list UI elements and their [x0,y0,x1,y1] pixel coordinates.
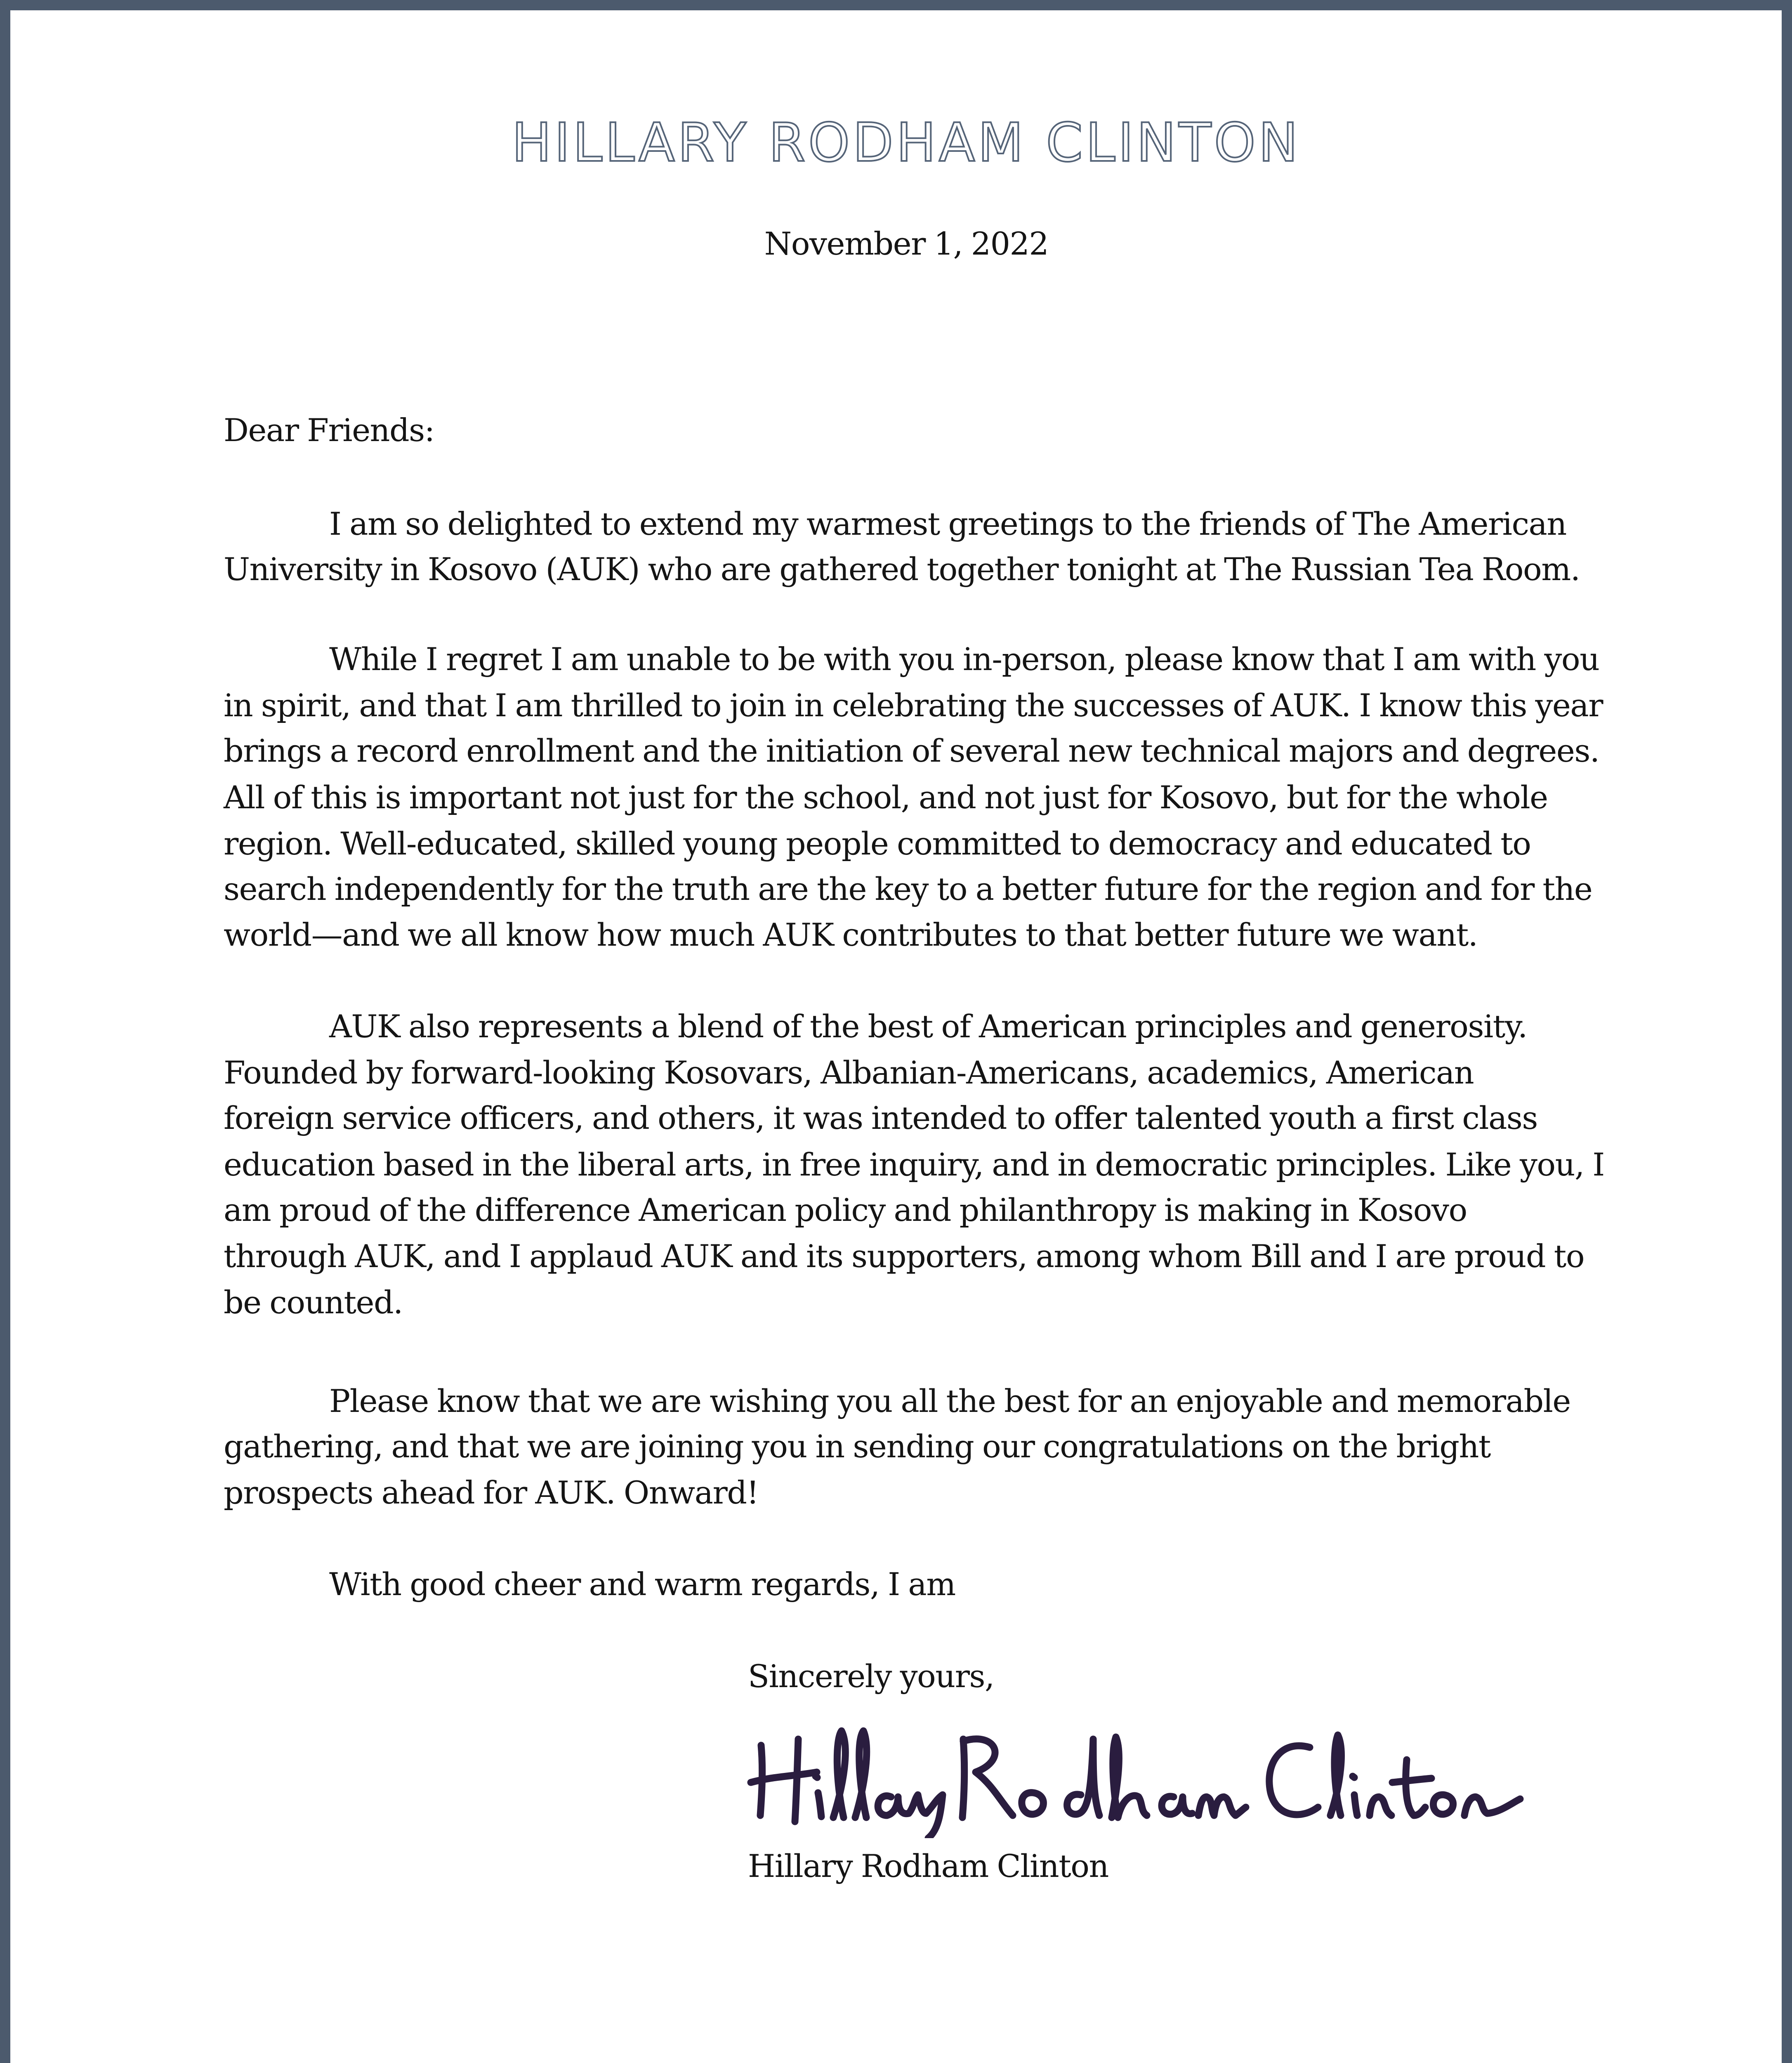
letter-date: November 1, 2022 [764,225,1049,262]
body-line: region. Well-educated, skilled young people committed to democracy and educated to [224,825,1531,862]
signature-stroke [1022,1793,1044,1814]
body-line: All of this is important not just for the school, and not just for Kosovo, but for the whole [224,779,1548,816]
signature-stroke [1464,1797,1520,1815]
signature-stroke [1392,1778,1431,1782]
body-line: Founded by forward-looking Kosovars, Albanian-Americans, academics, American [224,1054,1474,1091]
body-line: be counted. [224,1284,403,1321]
body-line: through AUK, and I applaud AUK and its supporters, among whom Bill and I are proud to [224,1238,1585,1275]
signature-stroke [1433,1795,1453,1814]
body-line: education based in the liberal arts, in free inquiry, and in democratic principles. Like you, I [224,1146,1604,1183]
signature-stroke [833,1731,845,1818]
body-line: Please know that we are wishing you all the best for an enjoyable and memorable [329,1383,1570,1419]
signature-stroke [855,1731,867,1818]
body-line: prospects ahead for AUK. Onward! [224,1474,759,1511]
handwritten-signature [745,1714,1528,1838]
signature-stroke [963,1739,1013,1815]
body-line: am proud of the difference American policy and philanthropy is making in Kosovo [224,1192,1467,1228]
signature-stroke [816,1776,817,1777]
body-line: foreign service officers, and others, it was intended to offer talented youth a first class [224,1100,1537,1136]
printed-name: Hillary Rodham Clinton [748,1848,1108,1884]
letterhead-name: HILLARY RODHAM CLINTON [512,112,1301,174]
body-line: in spirit, and that I am thrilled to join in celebrating the successes of AUK. I know this year [224,687,1603,724]
body-line: world—and we all know how much AUK contributes to that better future we want. [224,916,1478,953]
signature-stroke [1354,1795,1357,1815]
signature-stroke [1112,1737,1147,1818]
signature-stroke [795,1739,798,1822]
salutation: Dear Friends: [224,412,434,448]
signature-stroke [1067,1739,1099,1815]
body-line: While I regret I am unable to be with you in-person, please know that I am with you [329,641,1599,677]
signature-stroke [1162,1796,1192,1814]
sign-off: Sincerely yours, [748,1658,994,1695]
signature-stroke [878,1795,943,1838]
signature-stroke [1330,1735,1341,1815]
signature-stroke [1269,1746,1318,1815]
body-line: I am so delighted to extend my warmest greetings to the friends of The American [329,505,1566,542]
closing-line: With good cheer and warm regards, I am [329,1566,955,1603]
signature-stroke [1353,1776,1354,1777]
signature-stroke [1198,1797,1246,1815]
body-line: University in Kosovo (AUK) who are gathered together tonight at The Russian Tea Room. [224,551,1580,588]
signature-stroke [962,1739,964,1818]
signature-stroke [1370,1797,1391,1815]
body-line: brings a record enrollment and the initiation of several new technical majors and degrees. [224,732,1599,769]
signature-stroke [1406,1760,1425,1815]
body-line: search independently for the truth are the key to a better future for the region and for the [224,871,1592,907]
body-line: gathering, and that we are joining you in sending our congratulations on the bright [224,1428,1490,1465]
signature-stroke [818,1793,821,1817]
body-line: AUK also represents a blend of the best of American principles and generosity. [329,1008,1527,1045]
